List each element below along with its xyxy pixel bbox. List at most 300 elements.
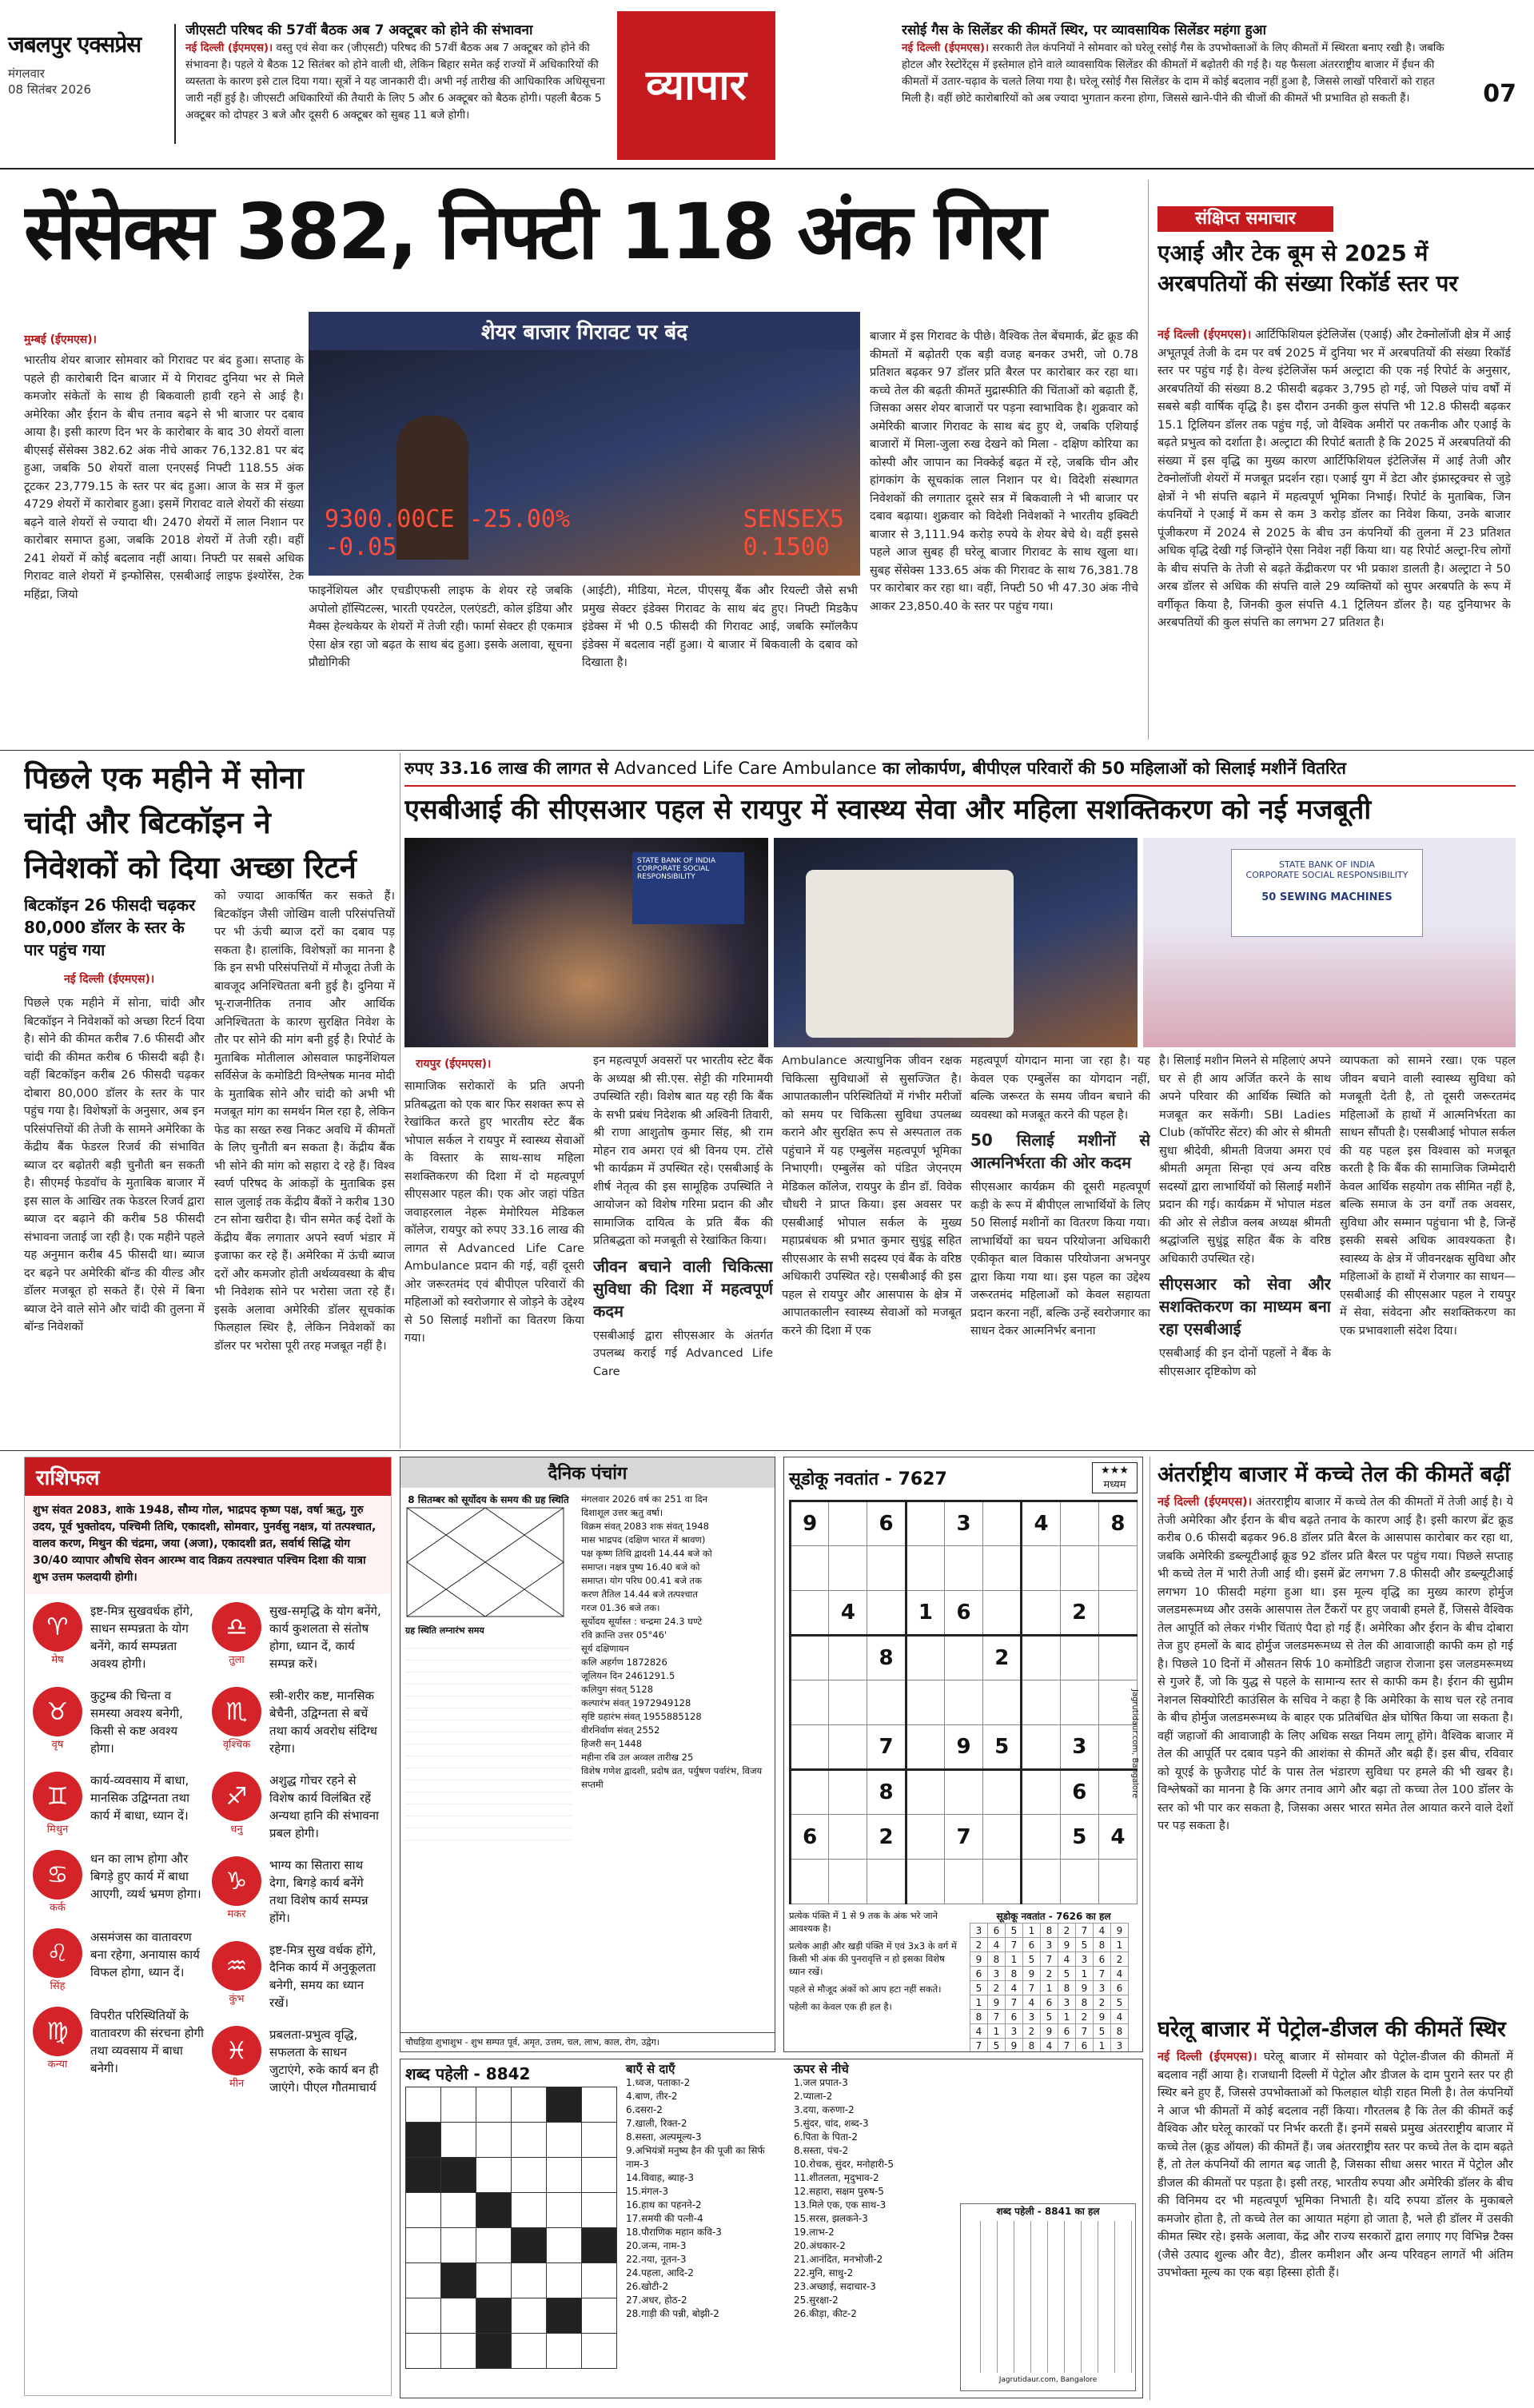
crossword-down bbox=[794, 2063, 954, 2321]
crossword-clue-down: 11.शीतलता, मृदुभाव-2 bbox=[794, 2172, 879, 2183]
panchang-line: कल्पारंभ संवत् 1972949128 bbox=[581, 1697, 691, 1708]
sudoku-answer-cell: 8 bbox=[1094, 1938, 1111, 1952]
sudoku-cell[interactable] bbox=[1060, 1636, 1098, 1680]
sbi-col-2b-text: एसबीआई द्वारा सीएसआर के अंतर्गत उपलब्ध कराई गई Advanced Life Care bbox=[593, 1329, 773, 1378]
crossword-cell[interactable] bbox=[441, 2228, 476, 2263]
sudoku-answer-title: सूडोकू नवतांत - 7626 का हल bbox=[996, 1911, 1111, 1922]
ticker-value-4: 0.1500 bbox=[743, 533, 830, 561]
sudoku-answer-cell: 4 bbox=[1058, 1952, 1076, 1967]
sudoku-cell[interactable] bbox=[1098, 1860, 1137, 1904]
crossword-clue-down: 1.जल प्रपात-3 bbox=[794, 2077, 848, 2088]
sudoku-answer-cell: 5 bbox=[1111, 1995, 1129, 2010]
sudoku-cell[interactable] bbox=[1022, 1725, 1060, 1770]
sudoku-answer-cell: 1 bbox=[988, 2024, 1006, 2039]
sudoku-answer-cell: 4 bbox=[988, 1938, 1006, 1952]
crossword-clue-across: 14.विवाह, ब्याह-3 bbox=[626, 2172, 695, 2183]
crossword-cell[interactable] bbox=[406, 2087, 441, 2123]
lead-col-2-text: फाइनेंशियल और एचडीएफसी लाइफ के शेयर रहे जबकि अपोलो हॉस्पिटल्स, भारती एयरटेल, एलएंडटी, कोल इंडिया और मैक्स हेल्थकेयर के शेयरों में तेजी रही। फार्मा सेक्टर ही एकमात्र ऐसा क्षेत्र रहा जो बढ़त के साथ बंद हुआ। bbox=[309, 584, 572, 652]
oil-text: अंतरराष्ट्रीय बाजार में कच्चे तेल की कीमतों में तेजी आई है। ये तेजी अमेरिका और ईरान के बीच बढ़ते तनाव के कारण आई है। इसी कारण ब्रेंट क्रूड करीब 0.6 फीसदी बढ़कर 96.8 डॉलर प्रति बैरल के आसपास कारोबार कर रहा था, जबकि अमेरिकी डब्ल्यूटीआई क्रूड 92 डॉलर प्रति बैरल पर पहुंच गया। पिछले सप्ताह भी कच्चे तेल में भारी तेजी आई थी। इसमें ब्रेंट लगभग 7.8 फीसदी और डब्ल्यूटीआई लगभग 10 फीसदी महंगा हुआ था। इस मूल्य वृद्धि का मुख्य कारण होर्मुज जलडमरूमध्य और उसके आसपास तेल टैंकरों पर हुए जवाबी हमले हैं, जिससे वैश्विक तेल आपूर्ति को लेकर गंभीर चिंताएं पैदा हो गई हैं। अमेरिका और ईरान के बीच दोबारा तेज हुए हमलों के बाद होर्मुज जलडमरूमध्य से तेल की आवाजाही काफी कम हो गई है। पिछले 10 दिनों में औसतन सिर्फ 10 कमोडिटी जहाज रोजाना इस जलडमरूमध्य से गुजरे हैं, जो कि युद्ध से पहले के सामान्य स्तर से काफी कम है। ईरान की सुप्रीम नेशनल सिक्योरिटी काउंसिल के सचिव ने कहा है कि अमेरिका के साथ चल रहे तनाव के बीच होर्मुज जलडमरूमध्य के बाहर एक प्रतिबंधित क्षेत्र घोषित किया जा सकता है। वहीं जहाजों की आवाजाही के लिए अधिक सख्त नियम लागू होंगे। वैश्विक बाजार में तेल की आपूर्ति पर दबाव पड़ने की आशंका से कीमतें और बढ़ी हैं। इस बीच, रविवार को यूएई के फ़ुजैराह पोर्ट के पास तेल भंडारण सुविधा पर हमले की भी खबर है। विश्लेषकों का मानना है कि अगर तनाव आगे और बढ़ा तो कच्चा तेल 100 डॉलर के स्तर को भी पार कर सकता है, जिसका असर भारत समेत तेल आयात करने वाले देशों पर पड़ सकता है। bbox=[1157, 1496, 1513, 1832]
sudoku-answer-cell: 7 bbox=[1094, 1967, 1111, 1981]
crossword-clue-across: 17.समयी की पत्नी-4 bbox=[626, 2213, 703, 2224]
crossword-across bbox=[626, 2063, 786, 2321]
sudoku-level bbox=[1092, 1462, 1138, 1493]
rashi-item bbox=[33, 1687, 204, 1757]
petrol-dateline: नई दिल्ली (ईएमएस)। bbox=[1157, 2051, 1257, 2063]
crossword-cell[interactable] bbox=[582, 2263, 617, 2298]
crossword-clue-across: 16.हाथ का पहनने-2 bbox=[626, 2199, 702, 2211]
brief-news-dateline: नई दिल्ली (ईएमएस)। bbox=[1157, 329, 1252, 341]
sudoku-answer-cell: 6 bbox=[970, 1967, 988, 1981]
rashi-item bbox=[212, 1856, 383, 1927]
sudoku-cell[interactable] bbox=[983, 1815, 1022, 1860]
sudoku-answer-cell: 1 bbox=[1111, 1938, 1129, 1952]
sudoku-answer-cell: 2 bbox=[1111, 1952, 1129, 1967]
sudoku-answer-cell: 3 bbox=[1076, 1952, 1094, 1967]
sudoku-cell[interactable]: 6 bbox=[1060, 1770, 1098, 1815]
oil-headline: अंतर्राष्ट्रीय बाजार में कच्चे तेल की कीमतें बढ़ीं bbox=[1157, 1462, 1511, 1487]
panchang-panel bbox=[400, 1457, 775, 2052]
crossword-cell[interactable] bbox=[547, 2228, 582, 2263]
sbi-col-5 bbox=[1159, 1052, 1331, 1444]
crossword-clue-down: 3.दया, करुणा-2 bbox=[794, 2104, 855, 2115]
rashi-name: मीन bbox=[229, 2078, 245, 2090]
gold-headline-line-3: निवेशकों को दिया अच्छा रिटर्न bbox=[24, 850, 357, 885]
crossword-panel bbox=[400, 2059, 1143, 2398]
sudoku-cell[interactable] bbox=[1060, 1680, 1098, 1725]
sudoku-cell[interactable] bbox=[1098, 1591, 1137, 1636]
crossword-clue-across: 7.खाली, रिक्त-2 bbox=[626, 2118, 687, 2129]
sudoku-cell[interactable] bbox=[906, 1860, 944, 1904]
rashi-name: धनु bbox=[230, 1824, 243, 1836]
sudoku-answer-cell: 8 bbox=[1058, 1981, 1076, 1995]
sudoku-cell[interactable]: 2 bbox=[983, 1636, 1022, 1680]
rashi-text: सुख-समृद्धि के योग बनेंगे, कार्य कुशलता से संतोष होगा, ध्यान दें, कार्य सम्पन्न करें। bbox=[269, 1604, 381, 1671]
panchang-planet-table bbox=[405, 1637, 572, 1844]
sudoku-answer-cell: 5 bbox=[1006, 1924, 1023, 1938]
sudoku-cell[interactable] bbox=[791, 1546, 829, 1591]
panchang-line: मंगलवार 2026 वर्ष का 251 वा दिन bbox=[581, 1493, 708, 1505]
sudoku-cell[interactable]: 9 bbox=[945, 1725, 983, 1770]
zodiac-icon: ♒ bbox=[212, 1941, 261, 1991]
crossword-clue-across: 9.अभियंत्रों मनुष्य हैन की पूजी का सिर्फ नाम-3 bbox=[626, 2145, 765, 2170]
lead-col-2 bbox=[309, 582, 572, 742]
crossword-cell[interactable] bbox=[547, 2193, 582, 2228]
sudoku-answer-cell: 8 bbox=[1041, 1924, 1058, 1938]
rashi-item bbox=[33, 1772, 204, 1836]
sudoku-cell[interactable]: 2 bbox=[1060, 1591, 1098, 1636]
page-number: 07 bbox=[1483, 80, 1516, 108]
crossword-clue-down: 19.लाभ-2 bbox=[794, 2227, 835, 2238]
lead-col-1: भारतीय शेयर बाजार सोमवार को गिरावट पर बंद हुआ। सप्ताह के पहले ही कारोबारी दिन बाजार में ये गिरावट दुनिया भर से मिले कमजोर संकेतों के साथ ही बिकवाली हावी रहने से आई है। अमेरिका और ईरान के बीच तनाव बढ़ने से भी बाजार पर दबाव आया है। इसी कारण दिन भर के कारोबार के बाद 30 शेयरों वाला बीएसई सेंसेक्स 382.62 अंक नीचे आकर 76,132.81 पर बंद हुआ, जबकि 50 शेयरों वाला एनएसई निफ्टी 118.55 अंक टूटकर 23,779.15 के स्तर पर बंद हुआ। आज के सत्र में कुल 4729 शेयरों में कारोबार हुआ। इसमें गिरावट वाले शेयरों की संख्या बढ़ने वाले शेयरों से ज्यादा थी। 2470 शेयरों में लाल निशान पर कारोबार समाप्त हुआ, जबकि 2018 शेयरों में तेजी रही। वहीं 241 शेयरों में कोई बदलाव नहीं आया। निफ्टी पर सबसे अधिक गिरावट वाले शेयरों में इन्फोसिस, एसबीआई लाइफ इंश्योरेंस, टेक महिंद्रा, जियो bbox=[24, 354, 304, 601]
crossword-cell[interactable] bbox=[512, 2158, 547, 2193]
crossword-cell[interactable] bbox=[547, 2263, 582, 2298]
panchang-line: हिजरी सन् 1448 bbox=[581, 1738, 643, 1749]
crossword-cell[interactable] bbox=[512, 2087, 547, 2123]
crossword-clue-down: 25.सुरक्षा-2 bbox=[794, 2294, 839, 2306]
gold-subhead: बिटकॉइन 26 फीसदी चढ़कर 80,000 डॉलर के स्तर के पार पहुंच गया bbox=[24, 895, 196, 959]
sudoku-cell[interactable] bbox=[983, 1501, 1022, 1546]
crossword-cell[interactable] bbox=[406, 2298, 441, 2334]
sudoku-cell[interactable] bbox=[945, 1770, 983, 1815]
crossword-answer-grid bbox=[964, 2221, 1132, 2373]
sudoku-answer-cell: 1 bbox=[1076, 1967, 1094, 1981]
sudoku-answer-cell: 1 bbox=[1023, 1924, 1041, 1938]
crossword-clue-across: 27.अधर, होठ-2 bbox=[626, 2294, 687, 2306]
rashi-item bbox=[212, 1602, 383, 1672]
petrol-headline: घरेलू बाजार में पेट्रोल-डीजल की कीमतें स्थिर bbox=[1157, 2017, 1506, 2042]
sudoku-cell[interactable]: 7 bbox=[945, 1815, 983, 1860]
sbi-photo-2 bbox=[774, 838, 1138, 1047]
panchang-line: सृष्टि ग्रहारंभ संवत् 1955885128 bbox=[581, 1711, 702, 1722]
crossword-cell[interactable] bbox=[512, 2334, 547, 2369]
panchang-line: समाप्त। योग परिघ 00.41 बजे तक bbox=[581, 1575, 702, 1586]
sudoku-answer-cell: 4 bbox=[1006, 1981, 1023, 1995]
sudoku-cell[interactable] bbox=[867, 1591, 906, 1636]
sudoku-cell[interactable]: 6 bbox=[791, 1815, 829, 1860]
sudoku-answer-cell: 7 bbox=[1076, 2024, 1094, 2039]
ticker-value-2: SENSEX5 bbox=[743, 505, 844, 533]
zodiac-icon: ♑ bbox=[212, 1856, 261, 1906]
sudoku-answer-cell: 6 bbox=[1006, 2010, 1023, 2024]
rashi-text: कुटुम्ब की चिन्ता व समस्या अवश्य बनेगी, किसी से कष्ट अवश्य होगा। bbox=[90, 1688, 183, 1756]
section-title: व्यापार bbox=[617, 11, 775, 160]
crossword-cell[interactable] bbox=[512, 2193, 547, 2228]
sudoku-cell[interactable] bbox=[829, 1770, 867, 1815]
sudoku-rule: प्रत्येक पंक्ति में 1 से 9 तक के अंक भरे जाने आवश्यक है। bbox=[789, 1910, 938, 1934]
sudoku-cell[interactable]: 5 bbox=[983, 1725, 1022, 1770]
sudoku-cell[interactable] bbox=[983, 1591, 1022, 1636]
sudoku-cell[interactable] bbox=[1022, 1860, 1060, 1904]
crossword-cell[interactable] bbox=[476, 2123, 512, 2158]
sudoku-cell[interactable] bbox=[983, 1546, 1022, 1591]
sudoku-answer-cell: 1 bbox=[1094, 2039, 1111, 2053]
sudoku-cell[interactable] bbox=[829, 1725, 867, 1770]
crossword-cell[interactable] bbox=[441, 2334, 476, 2369]
sudoku-answer-cell: 2 bbox=[988, 1981, 1006, 1995]
sbi-kicker-1: रुपए 33.16 लाख की लागत से bbox=[404, 759, 609, 778]
sudoku-cell[interactable] bbox=[906, 1546, 944, 1591]
sudoku-rule: पहले से मौजूद अंकों को आप हटा नहीं सकते। bbox=[789, 1983, 942, 1995]
sudoku-cell[interactable]: 9 bbox=[791, 1501, 829, 1546]
sudoku-answer-cell: 7 bbox=[970, 2039, 988, 2053]
crossword-cell[interactable] bbox=[441, 2087, 476, 2123]
sbi-kicker-2: Advanced Life Care Ambulance bbox=[614, 759, 877, 778]
sudoku-answer-cell: 6 bbox=[1023, 1938, 1041, 1952]
crossword-cell[interactable] bbox=[582, 2298, 617, 2334]
crossword-clue-across: 8.सस्ता, अल्पमूल्य-3 bbox=[626, 2131, 702, 2143]
sudoku-answer-cell: 4 bbox=[1023, 1995, 1041, 2010]
sudoku-answer-cell: 7 bbox=[1006, 1995, 1023, 2010]
brief-gst-headline: जीएसटी परिषद की 57वीं बैठक अब 7 अक्टूबर को होने की संभावना bbox=[185, 22, 533, 38]
rashifal-column-left bbox=[33, 1602, 204, 2111]
sudoku-answer-cell: 9 bbox=[1006, 2039, 1023, 2053]
crossword-cell[interactable] bbox=[406, 2193, 441, 2228]
sudoku-answer-cell: 5 bbox=[1041, 2010, 1058, 2024]
sbi-photo-1 bbox=[404, 838, 768, 1047]
rashi-item bbox=[212, 1941, 383, 2011]
sudoku-cell[interactable] bbox=[945, 1680, 983, 1725]
rashi-name: सिंह bbox=[50, 1980, 66, 1992]
sudoku-cell[interactable] bbox=[791, 1680, 829, 1725]
sudoku-cell[interactable] bbox=[829, 1501, 867, 1546]
sudoku-cell[interactable]: 2 bbox=[867, 1815, 906, 1860]
sudoku-cell[interactable] bbox=[906, 1725, 944, 1770]
sudoku-answer-cell: 6 bbox=[1058, 2024, 1076, 2039]
rashi-text: धन का लाभ होगा और बिगड़े हुए कार्य में बाधा आएगी, व्यर्थ भ्रमण होगा। bbox=[90, 1852, 201, 1901]
rashi-name: कर्क bbox=[50, 1902, 66, 1914]
crossword-cell[interactable] bbox=[406, 2334, 441, 2369]
sudoku-cell[interactable] bbox=[867, 1546, 906, 1591]
rashi-name: कुंभ bbox=[229, 1993, 245, 2005]
sudoku-cell[interactable] bbox=[906, 1770, 944, 1815]
sudoku-cell[interactable]: 4 bbox=[829, 1591, 867, 1636]
masthead-date: 08 सितंबर 2026 bbox=[8, 82, 92, 97]
crossword-cell[interactable] bbox=[441, 2123, 476, 2158]
gold-headline-line-2: चांदी और बिटकॉइन ने bbox=[24, 805, 271, 840]
crossword-clue-down: 22.मुनि, साधु-2 bbox=[794, 2267, 854, 2278]
sudoku-cell[interactable]: 3 bbox=[1060, 1725, 1098, 1770]
crossword-cell[interactable] bbox=[476, 2228, 512, 2263]
sudoku-answer-cell: 7 bbox=[1058, 2039, 1076, 2053]
sudoku-cell[interactable] bbox=[829, 1636, 867, 1680]
crossword-down-title: ऊपर से नीचे bbox=[794, 2062, 849, 2076]
sudoku-cell[interactable] bbox=[1098, 1546, 1137, 1591]
crossword-cell[interactable] bbox=[547, 2158, 582, 2193]
masthead-weekday: मंगलवार bbox=[8, 66, 45, 81]
sudoku-cell[interactable]: 8 bbox=[867, 1636, 906, 1680]
panchang-footer: चौघड़िया शुभाशुभ - शुभ सम्पत पूर्व, अमृत, उत्तम, चल, लाभ, काल, रोग, उद्वेग। bbox=[400, 2032, 775, 2051]
sudoku-cell[interactable] bbox=[1060, 1501, 1098, 1546]
rashi-text: इष्ट-मित्र सुख वर्धक होंगे, दैनिक कार्य में अनुकूलता बनेगी, समय का ध्यान रखें। bbox=[269, 1943, 377, 2010]
crossword-clue-across: 15.मंगल-3 bbox=[626, 2186, 669, 2197]
sudoku-answer-cell: 8 bbox=[988, 1952, 1006, 1967]
crossword-clue-down: 12.सहारा, सक्षम पुरुष-5 bbox=[794, 2186, 884, 2197]
sudoku-answer-cell: 9 bbox=[1023, 1967, 1041, 1981]
sudoku-answer-cell: 4 bbox=[1041, 2039, 1058, 2053]
brief-news-text: आर्टिफिशियल इंटेलिजेंस (एआई) और टेक्नोलॉजी क्षेत्र में आई अभूतपूर्व तेजी के दम पर वर्ष 2025 में दुनिया भर में अरबपतियों की संख्या रिकॉर्ड स्तर पर पहुंच गई है। वेल्थ इंटेलिजेंस फर्म अल्ट्राटा की एक नई रिपोर्ट के अनुसार, अरबपतियों की संख्या 8.2 फीसदी बढ़कर 3,795 हो गई, जो पिछले पांच वर्षों में सबसे बड़ी वार्षिक वृद्धि है। इस दौरान उनकी कुल संपत्ति भी 12.8 फीसदी बढ़कर 15.1 ट्रिलियन डॉलर तक पहुंच गई, जो वैश्विक अमीरों पर तकनीक और एआई के बढ़ते प्रभुत्व को दर्शाता है। अल्ट्राटा की रिपोर्ट बताती है कि 2025 में अरबपतियों की संख्या में इस वृद्धि का मुख्य कारण आर्टिफिशियल इंटेलिजेंस में आई तेजी और टेक्नोलॉजी शेयरों में मजबूत प्रदर्शन रहा। एआई युग में डेटा और इंफ्रास्ट्रक्चर से जुड़े क्षेत्रों ने भी संपत्ति बढ़ाने में महत्वपूर्ण भूमिका निभाई। रिपोर्ट के मुताबिक, जिन कंपनियों ने एआई में कम से कम 3 करोड़ डॉलर का निवेश किया, उनके बाजार पूंजीकरण में 2024 से 2025 के बीच उन कंपनियों की तुलना में 23 प्रतिशत अधिक वृद्धि देखी गई जिन्होंने ऐसा निवेश नहीं किया था। यह रिपोर्ट अल्ट्रा-रिच लोगों के बीच संपत्ति के तेजी से बढ़ते केंद्रीकरण पर भी प्रकाश डालती है। अल्ट्राटा ने 50 अरब डॉलर से अधिक की संपत्ति वाले 29 व्यक्तियों को सुपर अरबपति के रूप में वर्गीकृत किया है, जिनकी कुल संपत्ति 4.1 ट्रिलियन डॉलर है। यह दुनियाभर के अरबपतियों की कुल संपत्ति का लगभग 27 प्रतिशत है। bbox=[1157, 329, 1511, 629]
sudoku-cell[interactable]: 4 bbox=[1022, 1501, 1060, 1546]
sudoku-answer-cell: 7 bbox=[1041, 1952, 1058, 1967]
sudoku-cell[interactable] bbox=[867, 1860, 906, 1904]
rashi-item bbox=[212, 2026, 383, 2096]
rashi-name: तुला bbox=[229, 1654, 245, 1666]
gold-dateline: नई दिल्ली (ईएमएस)। bbox=[64, 973, 155, 986]
sudoku-cell[interactable]: 6 bbox=[867, 1501, 906, 1546]
sbi-dateline: रायपुर (ईएमएस)। bbox=[416, 1058, 492, 1070]
crossword-cell bbox=[441, 2263, 476, 2298]
crossword-grid[interactable] bbox=[405, 2087, 617, 2369]
sudoku-answer-cell: 4 bbox=[1094, 1924, 1111, 1938]
crossword-cell bbox=[406, 2123, 441, 2158]
sudoku-answer-cell: 6 bbox=[988, 1924, 1006, 1938]
zodiac-icon: ♉ bbox=[33, 1687, 82, 1736]
sbi-col-2-text: इन महत्वपूर्ण अवसरों पर भारतीय स्टेट बैंक के अध्यक्ष श्री सी.एस. सेट्टी की गरिमामयी उपस्थिति रही। विशेष बात यह रही कि बैंक के सभी प्रबंध निदेशक श्री अश्विनी तिवारी, श्री राणा आशुतोष कुमार सिंह, श्री राम मोहन राव अमरा एवं श्री विनय एम. टोंसे भी कार्यक्रम में उपस्थित रहे। एसबीआई के शीर्ष नेतृत्व की इस सामूहिक उपस्थिति ने आयोजन को विशेष गरिमा प्रदान की और सामाजिक दायित्व के प्रति बैंक की प्रतिबद्धता को मजबूती से रेखांकित किया। bbox=[593, 1054, 773, 1247]
sudoku-cell[interactable]: 1 bbox=[906, 1591, 944, 1636]
crossword-cell bbox=[582, 2228, 617, 2263]
kundli-chart bbox=[405, 1506, 565, 1618]
sudoku-cell[interactable] bbox=[906, 1680, 944, 1725]
sudoku-answer-cell: 9 bbox=[1041, 2024, 1058, 2039]
sudoku-cell[interactable]: 8 bbox=[1098, 1501, 1137, 1546]
oil-dateline: नई दिल्ली (ईएमएस)। bbox=[1157, 1496, 1253, 1509]
sudoku-cell[interactable]: 5 bbox=[1060, 1815, 1098, 1860]
sudoku-answer-cell: 6 bbox=[1041, 1995, 1058, 2010]
gold-col-1: पिछले एक महीने में सोना, चांदी और बिटकॉइन ने निवेशकों को अच्छा रिटर्न दिया है। सोने की कीमत करीब 7.6 फीसदी और चांदी की कीमत करीब 6 फीसदी बढ़ी है। वहीं बिटकॉइन करीब 26 फीसदी चढ़कर दोबारा 80,000 डॉलर के स्तर के पार पहुंच गया है। विशेषज्ञों के अनुसार, अब इन परिसंपत्तियों की तेजी के सामने अमेरिका के केंद्रीय बैंक फेडरल रिजर्व की संभावित ब्याज दर बढ़ोतरी बड़ी चुनौती बन सकती है। सीएमई फेडवॉच के मुताबिक बाजार में इस साल के आखिर तक फेडरल रिजर्व द्वारा ब्याज दर बढ़ाने की करीब 58 फीसदी संभावना जताई जा रही है। एक महीने पहले यह अनुमान करीब 45 फीसदी था। ब्याज दर बढ़ने पर अमेरिकी बॉन्ड की यील्ड और डॉलर मजबूत हो सकते हैं। ऐसे में बिना ब्याज देने वाले सोने और चांदी की तुलना में बॉन्ड निवेशकों bbox=[24, 997, 205, 1334]
zodiac-icon: ♏ bbox=[212, 1687, 261, 1736]
crossword-clue-down: 21.आनंदित, मनभोजी-2 bbox=[794, 2254, 883, 2265]
sudoku-answer-cell: 5 bbox=[1094, 2024, 1111, 2039]
brief-lpg-body: सरकारी तेल कंपनियों ने सोमवार को घरेलू रसोई गैस के उपभोक्ताओं के लिए कीमतों में स्थिरता बनाए रखी है। जबकि होटल और रेस्टोरेंट्स में इस्तेमाल होने वाले व्यावसायिक सिलेंडर की कीमतों में बढ़ोतरी की गई है। यह फैसला अंतरराष्ट्रीय बाजार में ईंधन की कीमतों में उतार-चढ़ाव के चलते लिया गया है। घरेलू रसोई गैस सिलेंडर के दाम में कोई बदलाव नहीं हुआ है, जिससे लाखों परिवारों को राहत मिली है। वहीं छोटे कारोबारियों को अब ज्यादा भुगतान करना होगा, जिससे खाने-पीने की चीजों की कीमतें भी प्रभावित हो सकती हैं। bbox=[902, 42, 1444, 105]
crossword-cell bbox=[547, 2298, 582, 2334]
panchang-line: जूलियन दिन 2461291.5 bbox=[581, 1670, 675, 1681]
crossword-cell bbox=[406, 2158, 441, 2193]
sudoku-cell[interactable] bbox=[983, 1770, 1022, 1815]
sudoku-answer-cell: 2 bbox=[1023, 2024, 1041, 2039]
crossword-clue-down: 5.सुंदर, चांद, शब्द-3 bbox=[794, 2118, 869, 2129]
crossword-cell[interactable] bbox=[476, 2087, 512, 2123]
sudoku-cell[interactable] bbox=[1060, 1546, 1098, 1591]
crossword-cell[interactable] bbox=[512, 2263, 547, 2298]
rashi-text: स्त्री-शरीर कष्ट, मानसिक बेचैनी, उद्विग्नता से बचें तथा कार्य अवरोध संदिग्ध रहेगा। bbox=[269, 1688, 377, 1756]
rashi-text: भाग्य का सितारा साथ देगा, बिगड़े कार्य बनेंगे तथा विशेष कार्य सम्पन्न होंगे। bbox=[269, 1858, 369, 1925]
crossword-cell[interactable] bbox=[512, 2123, 547, 2158]
crossword-clue-across: 20.जन्म, नाम-3 bbox=[626, 2240, 687, 2251]
stars-icon: ★★★ bbox=[1101, 1465, 1129, 1477]
sudoku-cell[interactable] bbox=[983, 1860, 1022, 1904]
ticker-value-1: 9300.00CE -25.00% bbox=[325, 505, 571, 533]
sudoku-cell[interactable]: 4 bbox=[1098, 1815, 1137, 1860]
rashi-item bbox=[33, 1928, 204, 1992]
sbi-col-6: व्यापकता को सामने रखा। एक पहल जीवन बचाने वाली स्वास्थ्य सुविधा को मजबूती देती है, तो दूसरी जरूरतमंद महिलाओं के हाथों में आत्मनिर्भरता का साधन सौंपती है। एसबीआई भोपाल सर्कल की यह पहल इस विश्वास को मजबूत करती है कि बैंक की सामाजिक जिम्मेदारी केवल आर्थिक सहयोग तक सीमित नहीं है, बल्कि समाज के उन वर्गों तक अवसर, सुविधा और सम्मान पहुंचाना भी है, जिन्हें इसकी सबसे अधिक आवश्यकता है। स्वास्थ्य के क्षेत्र में जीवनरक्षक सुविधा और महिलाओं के हाथों में रोजगार का साधन—एसबीआई की सीएसआर पहल ने रायपुर में सेवा, संवेदना और सशक्तिकरण का एक प्रभावशाली संदेश दिया। bbox=[1340, 1054, 1516, 1338]
sudoku-cell[interactable] bbox=[945, 1636, 983, 1680]
sudoku-cell[interactable] bbox=[829, 1546, 867, 1591]
crossword-cell[interactable] bbox=[582, 2123, 617, 2158]
panchang-line: मास भाद्रपद (दक्षिण भारत में श्रावण) bbox=[581, 1534, 706, 1545]
rashi-text: अशुद्ध गोचर रहने से विशेष कार्य विलंबित रहें अन्यथा हानि की संभावना प्रबल होगी। bbox=[269, 1773, 379, 1840]
sudoku-answer-cell: 8 bbox=[970, 2010, 988, 2024]
sudoku-cell[interactable] bbox=[1060, 1860, 1098, 1904]
sudoku-cell[interactable] bbox=[1022, 1680, 1060, 1725]
sudoku-cell[interactable] bbox=[945, 1860, 983, 1904]
sudoku-cell[interactable] bbox=[906, 1636, 944, 1680]
sudoku-answer-cell: 1 bbox=[1058, 2010, 1076, 2024]
crossword-clue-down: 2.प्याला-2 bbox=[794, 2091, 833, 2102]
sudoku-cell[interactable] bbox=[791, 1770, 829, 1815]
panchang-line: समाप्त। नक्षत्र पुष्य 16.40 बजे को bbox=[581, 1561, 700, 1573]
crossword-cell[interactable] bbox=[582, 2193, 617, 2228]
crossword-cell[interactable] bbox=[406, 2263, 441, 2298]
crossword-cell[interactable] bbox=[406, 2228, 441, 2263]
rashi-item bbox=[212, 1687, 383, 1757]
sudoku-cell[interactable] bbox=[1022, 1636, 1060, 1680]
brief-lpg bbox=[902, 21, 1453, 157]
sudoku-answer-cell: 2 bbox=[1094, 1995, 1111, 2010]
masthead-brand-block bbox=[0, 24, 176, 144]
sudoku-rules bbox=[789, 1909, 963, 2052]
zodiac-icon: ♋ bbox=[33, 1850, 82, 1900]
crossword-answer bbox=[960, 2203, 1136, 2391]
sudoku-title: सूडोकू नवतांत - 7627 bbox=[789, 1469, 947, 1489]
sbi-banner-1b: STATE BANK OF INDIA bbox=[1279, 859, 1375, 870]
sudoku-cell[interactable]: 3 bbox=[945, 1501, 983, 1546]
crossword-cell[interactable] bbox=[582, 2158, 617, 2193]
sudoku-credit: Jagrutidaur.com, Bangalore bbox=[1130, 1689, 1139, 1799]
sudoku-cell[interactable] bbox=[829, 1680, 867, 1725]
sudoku-cell[interactable] bbox=[1022, 1546, 1060, 1591]
brief-news-label: संक्षिप्त समाचार bbox=[1157, 206, 1333, 232]
sudoku-answer-cell: 8 bbox=[1023, 2039, 1041, 2053]
crossword-clue-across: 28.गाड़ी की पन्नी, बोझी-2 bbox=[626, 2308, 719, 2319]
sudoku-answer-cell: 7 bbox=[1023, 1981, 1041, 1995]
oil-body bbox=[1157, 1493, 1513, 2009]
sudoku-cell[interactable]: 7 bbox=[867, 1725, 906, 1770]
sudoku-cell[interactable] bbox=[791, 1636, 829, 1680]
panchang-line: दिशाशूल उत्तर ऋतु वर्षा। bbox=[581, 1507, 663, 1518]
sudoku-cell[interactable] bbox=[1022, 1815, 1060, 1860]
sudoku-answer-cell: 2 bbox=[1041, 1967, 1058, 1981]
sudoku-cell[interactable] bbox=[1098, 1636, 1137, 1680]
panchang-line: कलि अहर्गण 1872826 bbox=[581, 1656, 667, 1668]
crossword-cell bbox=[441, 2158, 476, 2193]
zodiac-icon: ♍ bbox=[33, 2007, 82, 2056]
crossword-cell[interactable] bbox=[476, 2263, 512, 2298]
sudoku-cell[interactable] bbox=[867, 1680, 906, 1725]
sudoku-grid[interactable] bbox=[789, 1500, 1138, 1904]
zodiac-icon: ♐ bbox=[212, 1772, 261, 1821]
crossword-clue-down: 23.अच्छाई, सदाचार-3 bbox=[794, 2281, 876, 2292]
sudoku-cell[interactable] bbox=[1022, 1591, 1060, 1636]
sudoku-cell[interactable]: 6 bbox=[945, 1591, 983, 1636]
crossword-cell[interactable] bbox=[547, 2123, 582, 2158]
sudoku-cell[interactable] bbox=[945, 1546, 983, 1591]
sudoku-cell[interactable] bbox=[906, 1815, 944, 1860]
crossword-cell[interactable] bbox=[547, 2334, 582, 2369]
crossword-cell[interactable] bbox=[441, 2193, 476, 2228]
sudoku-cell[interactable] bbox=[983, 1680, 1022, 1725]
crossword-cell[interactable] bbox=[582, 2334, 617, 2369]
panchang-line: रवि क्रान्ति उत्तर 05°46' bbox=[581, 1629, 667, 1641]
lead-headline: सेंसेक्स 382, निफ्टी 118 अंक गिरा bbox=[24, 187, 1044, 277]
crossword-clue-across: 1.ध्वज, पताका-2 bbox=[626, 2077, 691, 2088]
rashi-text: विपरीत परिस्थितियों के वातावरण की संरचना होगी तथा व्यवसाय में बाधा बनेगी। bbox=[90, 2008, 204, 2075]
sbi-subhead-1: जीवन बचाने वाली चिकित्सा सुविधा की दिशा में महत्वपूर्ण कदम bbox=[593, 1256, 773, 1321]
crossword-clue-down: 20.अंधकार-2 bbox=[794, 2240, 846, 2251]
sudoku-answer-cell: 1 bbox=[1041, 1981, 1058, 1995]
sudoku-cell[interactable] bbox=[791, 1860, 829, 1904]
crossword-cell[interactable] bbox=[512, 2298, 547, 2334]
rashi-name: कन्या bbox=[47, 2059, 68, 2071]
sudoku-answer-cell: 8 bbox=[1006, 1967, 1023, 1981]
sudoku-answer-cell: 3 bbox=[988, 1967, 1006, 1981]
brief-news-headline: एआई और टेक बूम से 2025 में अरबपतियों की संख्या रिकॉर्ड स्तर पर bbox=[1157, 240, 1458, 297]
sudoku-cell[interactable] bbox=[829, 1860, 867, 1904]
sudoku-cell[interactable]: 8 bbox=[867, 1770, 906, 1815]
sudoku-cell[interactable] bbox=[829, 1815, 867, 1860]
rashi-name: वृश्चिक bbox=[222, 1739, 251, 1751]
panchang-details bbox=[576, 1488, 775, 1849]
crossword-cell[interactable] bbox=[476, 2158, 512, 2193]
sbi-headline: एसबीआई की सीएसआर पहल से रायपुर में स्वास्थ्य सेवा और महिला सशक्तिकरण को नई मजबूती bbox=[404, 794, 1372, 826]
sudoku-answer-cell: 5 bbox=[1058, 1967, 1076, 1981]
sudoku-cell[interactable] bbox=[791, 1725, 829, 1770]
sudoku-cell[interactable] bbox=[906, 1501, 944, 1546]
sudoku-cell[interactable] bbox=[1022, 1770, 1060, 1815]
sudoku-answer-cell: 3 bbox=[1094, 1981, 1111, 1995]
crossword-cell[interactable] bbox=[582, 2087, 617, 2123]
sudoku-cell[interactable] bbox=[791, 1591, 829, 1636]
sudoku-answer-cell: 9 bbox=[1058, 1938, 1076, 1952]
crossword-cell[interactable] bbox=[441, 2298, 476, 2334]
